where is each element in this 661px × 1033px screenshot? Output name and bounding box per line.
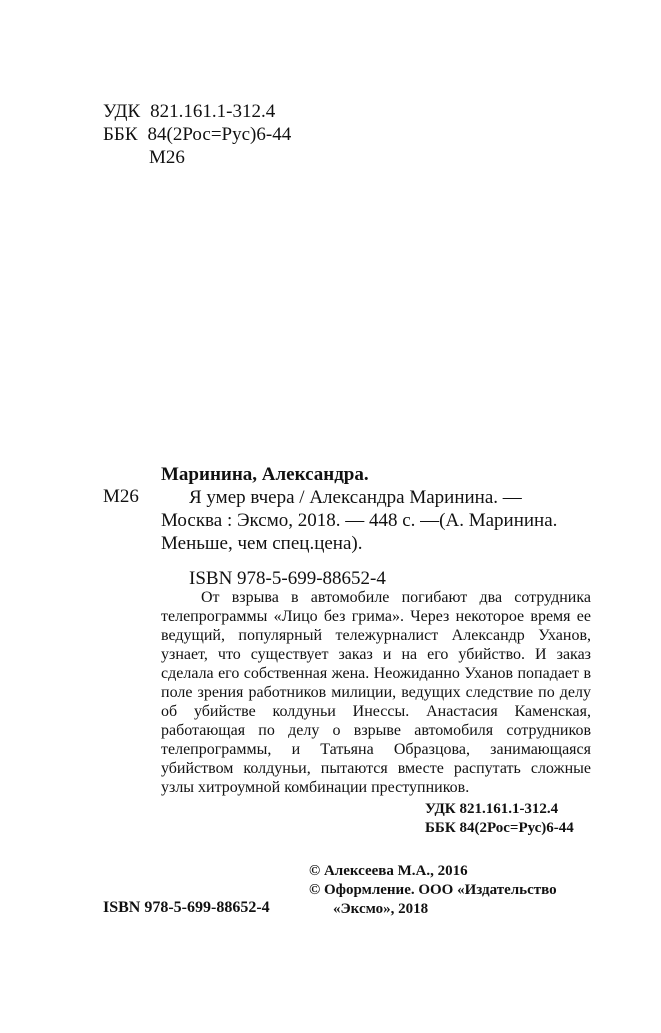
annotation [161,588,591,797]
isbn-bottom: ISBN 978-5-699-88652-4 [103,899,270,916]
udk-value: 821.161.1-312.4 [150,101,276,122]
copyright-line-2: © Оформление. ООО «Издательство [309,882,557,898]
entry-side-mark: М26 [103,486,139,507]
bbk-bottom: ББК 84(2Рос=Рус)6-44 [425,820,574,836]
copyright-block [309,862,557,919]
classification-codes [103,100,291,169]
udk-bottom: УДК 821.161.1-312.4 [425,801,559,817]
bbk-row [103,123,291,146]
codes-bottom [425,800,574,838]
author-mark: М26 [149,147,185,168]
entry-title-line-1: Я умер вчера / Александра Маринина. — [189,487,522,508]
entry-title-line-2: Москва : Эксмо, 2018. — 448 с. —(А. Маринина. [161,510,558,531]
copyright-line-3: «Эксмо», 2018 [333,901,429,917]
udk-label: УДК [103,101,141,122]
entry-title-line-3: Меньше, чем спец.цена). [161,533,363,554]
bbk-label: ББК [103,124,138,145]
entry-author: Маринина, Александра. [161,464,369,485]
udk-row [103,100,291,123]
annotation-text: От взрыва в автомобиле погибают два сотрудника телепрограммы «Лицо без грима». Через некоторое время ее ведущий, популярный тележурналист Александр Уханов, узнает, что существует заказ и на его убийство. И заказ сделала его собственная жена. Неожиданно Уханов попадает в поле зрения работников милиции, ведущих следствие по делу об убийстве колдуньи Инессы. Анастасия Каменская, работающая по делу о взрыве автомобиля сотрудников телепрограммы, и Татьяна Образцова, занимающаяся убийством колдуньи, пытаются вместе распутать сложные узлы хитроумной комбинации преступников. [161,589,591,796]
bbk-value: 84(2Рос=Рус)6-44 [147,124,292,145]
entry-isbn: ISBN 978-5-699-88652-4 [189,568,386,589]
copyright-line-1: © Алексеева М.А., 2016 [309,863,468,879]
bibliographic-entry [161,463,591,590]
